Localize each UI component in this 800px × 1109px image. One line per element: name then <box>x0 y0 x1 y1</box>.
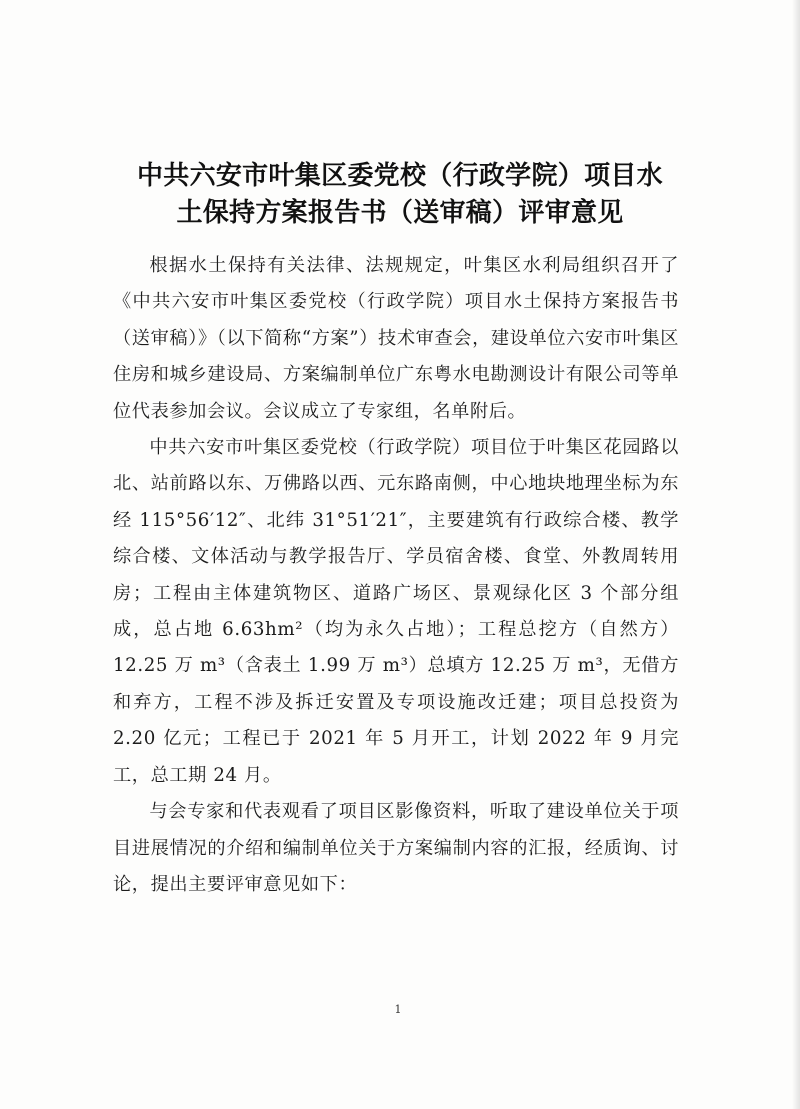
page-number: 1 <box>394 1003 402 1016</box>
paragraph-meeting-intro: 根据水土保持有关法律、法规规定，叶集区水利局组织召开了《中共六安市叶集区委党校（行政学院）项目水土保持方案报告书（送审稿）》（以下简称“方案”）技术审查会，建设单位六安市叶集区住房和城乡建设局、方案编制单位广东粤水电勘测设计有限公司等单位代表参加会议。会议成立了专家组，名单附后。 <box>113 255 679 422</box>
paragraph-review-process: 与会专家和代表观看了项目区影像资料，听取了建设单位关于项目进展情况的介绍和编制单位关于方案编制内容的汇报，经质询、讨论，提出主要评审意见如下： <box>113 801 679 895</box>
title-line-1: 中共六安市叶集区委党校（行政学院）项目水 <box>136 161 663 192</box>
paragraph-project-overview: 中共六安市叶集区委党校（行政学院）项目位于叶集区花园路以北、站前路以东、万佛路以西、元东路南侧，中心地块地理坐标为东经 115°56′12″、北纬 31°51′21″，主要建筑有行政综合楼、教学综合楼、文体活动与教学报告厅、学员宿舍楼、食堂、外教周转用房；工程由主体建筑物区、道路广场区、景观绿化区 3 个部分组成，总占地 6.63hm²（均为永久占地）；工程总挖方（自然方）12.25 万 m³（含表土 1.99 万 m³）总填方 12.25 万 m³，无借方和弃方，工程不涉及拆迁安置及专项设施改迁建；项目总投资为 2.20 亿元；工程已于 2021 年 5 月开工，计划 2022 年 9 月完工，总工期 24 月。 <box>113 437 679 786</box>
document-body <box>113 248 679 903</box>
title-line-2: 土保持方案报告书（送审稿）评审意见 <box>176 198 624 229</box>
page-edge-shadow <box>792 0 800 1109</box>
document-title <box>100 158 700 232</box>
